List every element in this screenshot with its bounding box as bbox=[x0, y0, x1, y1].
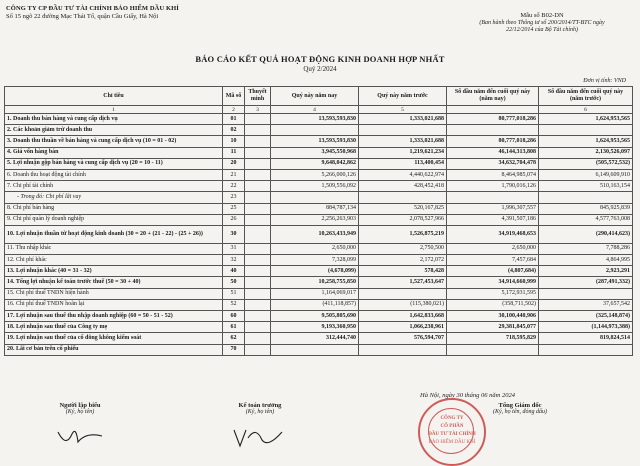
row-ytd bbox=[447, 344, 539, 355]
row-note bbox=[245, 125, 271, 136]
row-previous bbox=[359, 192, 447, 203]
row-note bbox=[245, 344, 271, 355]
row-previous bbox=[359, 125, 447, 136]
row-code: 22 bbox=[223, 181, 245, 192]
row-note bbox=[245, 192, 271, 203]
row-current: 9,505,805,690 bbox=[271, 311, 359, 322]
row-note bbox=[245, 322, 271, 333]
table-row bbox=[5, 169, 633, 180]
row-previous: 428,452,418 bbox=[359, 181, 447, 192]
director-note: (Ký, họ tên, đóng dấu) bbox=[493, 409, 547, 415]
row-label: 4. Giá vốn hàng bán bbox=[5, 147, 223, 158]
accountant-note: (Ký, họ tên) bbox=[245, 409, 275, 415]
row-code: 02 bbox=[223, 125, 245, 136]
table-body bbox=[5, 114, 633, 356]
row-ytd-previous bbox=[539, 288, 633, 299]
row-ytd-previous: 1,624,953,565 bbox=[539, 136, 633, 147]
row-note bbox=[245, 277, 271, 288]
row-previous: 1,527,453,647 bbox=[359, 277, 447, 288]
row-code: 10 bbox=[223, 136, 245, 147]
row-ytd-previous: (290,414,623) bbox=[539, 225, 633, 243]
col-header-item: Chỉ tiêu bbox=[5, 87, 223, 106]
row-note bbox=[245, 214, 271, 225]
col-header-code: Mã số bbox=[223, 87, 245, 106]
row-current: 3,945,550,968 bbox=[271, 147, 359, 158]
row-current: 2,650,000 bbox=[271, 243, 359, 254]
col-header-note: Thuyết minh bbox=[245, 87, 271, 106]
row-label: 14. Tổng lợi nhuận kế toán trước thuế (50 = 30 + 40) bbox=[5, 277, 223, 288]
row-current bbox=[271, 192, 359, 203]
row-ytd-previous: 510,163,154 bbox=[539, 181, 633, 192]
row-ytd: 8,464,985,074 bbox=[447, 169, 539, 180]
row-code: 60 bbox=[223, 311, 245, 322]
row-code: 26 bbox=[223, 214, 245, 225]
form-note-2: 22/12/2014 của Bộ Tài chính) bbox=[506, 27, 578, 33]
row-ytd: (4,807,684) bbox=[447, 266, 539, 277]
row-ytd-previous: 2,923,291 bbox=[539, 266, 633, 277]
row-current: 10,263,433,949 bbox=[271, 225, 359, 243]
row-ytd: 34,632,704,478 bbox=[447, 158, 539, 169]
row-ytd-previous bbox=[539, 344, 633, 355]
row-code: 50 bbox=[223, 277, 245, 288]
row-label: 11. Thu nhập khác bbox=[5, 243, 223, 254]
report-date: Hà Nội, ngày 30 tháng 06 năm 2024 bbox=[420, 392, 515, 399]
stamp-text-2: CỔ PHẦN bbox=[440, 424, 464, 429]
row-previous: 1,642,833,668 bbox=[359, 311, 447, 322]
row-current: 884,787,134 bbox=[271, 203, 359, 214]
row-note bbox=[245, 158, 271, 169]
row-label: 1. Doanh thu bán hàng và cung cấp dịch vụ bbox=[5, 114, 223, 125]
row-ytd-previous: 1,624,953,565 bbox=[539, 114, 633, 125]
table-row bbox=[5, 225, 633, 243]
row-code: 23 bbox=[223, 192, 245, 203]
row-ytd: 34,914,660,999 bbox=[447, 277, 539, 288]
row-label: 20. Lãi cơ bản trên cổ phiếu bbox=[5, 344, 223, 355]
table-row bbox=[5, 322, 633, 333]
row-ytd-previous: 819,824,514 bbox=[539, 333, 633, 344]
row-ytd-previous: 4,864,995 bbox=[539, 255, 633, 266]
preparer-note: (Ký, họ tên) bbox=[65, 409, 95, 415]
row-current bbox=[271, 344, 359, 355]
row-previous: 1,219,621,234 bbox=[359, 147, 447, 158]
col-index bbox=[447, 106, 539, 114]
form-code: Mẫu số B02-DN bbox=[520, 12, 564, 19]
row-label: 9. Chi phí quản lý doanh nghiệp bbox=[5, 214, 223, 225]
row-current: (4,678,099) bbox=[271, 266, 359, 277]
table-row bbox=[5, 192, 633, 203]
row-label: 3. Doanh thu thuần về bán hàng và cung cấp dịch vụ (10 = 01 - 02) bbox=[5, 136, 223, 147]
accountant-role: Kế toán trưởng bbox=[238, 402, 282, 409]
table-row bbox=[5, 114, 633, 125]
table-row bbox=[5, 125, 633, 136]
row-code: 52 bbox=[223, 299, 245, 310]
preparer-signature bbox=[56, 424, 106, 450]
column-index-row bbox=[5, 106, 633, 114]
row-previous: 2,750,500 bbox=[359, 243, 447, 254]
row-ytd-previous: (287,491,332) bbox=[539, 277, 633, 288]
row-label: 18. Lợi nhuận sau thuế của Công ty mẹ bbox=[5, 322, 223, 333]
row-ytd-previous: (505,572,532) bbox=[539, 158, 633, 169]
row-label: 10. Lợi nhuận thuần từ hoạt động kinh doanh (30 = 20 + (21 - 22) - (25 + 26)) bbox=[5, 225, 223, 243]
col-index: 6 bbox=[539, 106, 633, 114]
row-current: 13,593,593,830 bbox=[271, 136, 359, 147]
company-stamp bbox=[418, 398, 486, 466]
col-index: 1 bbox=[5, 106, 223, 114]
table-row bbox=[5, 333, 633, 344]
row-ytd: 7,457,684 bbox=[447, 255, 539, 266]
row-code: 62 bbox=[223, 333, 245, 344]
table-row bbox=[5, 311, 633, 322]
table-row bbox=[5, 299, 633, 310]
row-ytd: (358,711,502) bbox=[447, 299, 539, 310]
table-row bbox=[5, 136, 633, 147]
table-row bbox=[5, 255, 633, 266]
row-previous: 578,428 bbox=[359, 266, 447, 277]
row-note bbox=[245, 114, 271, 125]
report-title: BÁO CÁO KẾT QUẢ HOẠT ĐỘNG KINH DOANH HỢP NHẤT bbox=[195, 54, 445, 64]
row-current: 1,164,069,017 bbox=[271, 288, 359, 299]
row-ytd: 5,172,931,595 bbox=[447, 288, 539, 299]
table-row bbox=[5, 158, 633, 169]
row-ytd: 80,777,018,286 bbox=[447, 136, 539, 147]
company-name: CÔNG TY CP ĐẦU TƯ TÀI CHÍNH BẢO HIỂM DẦU KHÍ bbox=[6, 5, 179, 12]
form-note-1: (Ban hành theo Thông tư số 200/2014/TT-BTC ngày bbox=[479, 19, 605, 26]
row-label: 15. Chi phí thuế TNDN hiện hành bbox=[5, 288, 223, 299]
col-index: 2 bbox=[223, 106, 245, 114]
row-ytd: 30,100,440,906 bbox=[447, 311, 539, 322]
row-ytd-previous: 845,925,839 bbox=[539, 203, 633, 214]
row-label: 12. Chi phí khác bbox=[5, 255, 223, 266]
row-code: 20 bbox=[223, 158, 245, 169]
row-previous: (115,380,021) bbox=[359, 299, 447, 310]
director-role: Tổng Giám đốc bbox=[498, 402, 542, 409]
row-label: 19. Lợi nhuận sau thuế của cổ đông không kiểm soát bbox=[5, 333, 223, 344]
row-ytd-previous: 2,130,526,097 bbox=[539, 147, 633, 158]
row-previous: 2,078,527,966 bbox=[359, 214, 447, 225]
row-label: - Trong đó: Chi phí lãi vay bbox=[5, 192, 223, 203]
col-header-ytd-previous: Số đầu năm đến cuối quý này (năm trước) bbox=[539, 87, 633, 106]
row-note bbox=[245, 225, 271, 243]
row-previous: 1,066,238,961 bbox=[359, 322, 447, 333]
row-ytd bbox=[447, 125, 539, 136]
row-code: 01 bbox=[223, 114, 245, 125]
row-ytd-previous: (1,144,973,388) bbox=[539, 322, 633, 333]
stamp-text-3: ĐẦU TƯ TÀI CHÍNH bbox=[428, 432, 476, 437]
row-previous: 113,400,454 bbox=[359, 158, 447, 169]
row-ytd: 718,595,829 bbox=[447, 333, 539, 344]
director-block bbox=[470, 402, 570, 415]
row-current: (411,118,857) bbox=[271, 299, 359, 310]
row-previous: 2,172,072 bbox=[359, 255, 447, 266]
row-previous bbox=[359, 288, 447, 299]
table-row bbox=[5, 344, 633, 355]
row-ytd-previous: (325,148,874) bbox=[539, 311, 633, 322]
row-label: 16. Chi phí thuế TNDN hoãn lại bbox=[5, 299, 223, 310]
col-index: 4 bbox=[271, 106, 359, 114]
row-current: 13,593,593,830 bbox=[271, 114, 359, 125]
row-previous: 576,594,707 bbox=[359, 333, 447, 344]
row-current: 9,193,360,950 bbox=[271, 322, 359, 333]
row-code: 31 bbox=[223, 243, 245, 254]
row-ytd-previous: 4,577,763,008 bbox=[539, 214, 633, 225]
row-ytd: 1,790,016,126 bbox=[447, 181, 539, 192]
row-ytd: 1,996,307,557 bbox=[447, 203, 539, 214]
report-period: Quý 2/2024 bbox=[303, 65, 337, 73]
row-note bbox=[245, 181, 271, 192]
row-ytd: 29,381,845,077 bbox=[447, 322, 539, 333]
row-previous: 520,167,825 bbox=[359, 203, 447, 214]
row-label: 13. Lợi nhuận khác (40 = 31 - 32) bbox=[5, 266, 223, 277]
row-current: 10,258,755,850 bbox=[271, 277, 359, 288]
row-current: 1,509,556,092 bbox=[271, 181, 359, 192]
col-header-ytd: Số đầu năm đến cuối quý này (năm nay) bbox=[447, 87, 539, 106]
row-previous: 1,333,021,688 bbox=[359, 114, 447, 125]
form-header bbox=[462, 12, 622, 35]
row-note bbox=[245, 136, 271, 147]
table-row bbox=[5, 243, 633, 254]
preparer-role: Người lập biểu bbox=[59, 402, 101, 409]
accountant-signature bbox=[232, 424, 288, 450]
col-header-previous: Quý này năm trước bbox=[359, 87, 447, 106]
row-ytd-previous bbox=[539, 192, 633, 203]
row-note bbox=[245, 243, 271, 254]
row-note bbox=[245, 288, 271, 299]
row-ytd: 46,144,313,808 bbox=[447, 147, 539, 158]
row-code: 25 bbox=[223, 203, 245, 214]
table-header-row bbox=[5, 87, 633, 106]
row-code: 30 bbox=[223, 225, 245, 243]
row-ytd: 2,650,000 bbox=[447, 243, 539, 254]
row-ytd: 4,391,507,186 bbox=[447, 214, 539, 225]
row-ytd-previous: 7,788,286 bbox=[539, 243, 633, 254]
table-row bbox=[5, 181, 633, 192]
row-note bbox=[245, 203, 271, 214]
table-row bbox=[5, 147, 633, 158]
row-previous bbox=[359, 344, 447, 355]
row-note bbox=[245, 255, 271, 266]
row-code: 32 bbox=[223, 255, 245, 266]
table-row bbox=[5, 288, 633, 299]
row-current: 312,444,740 bbox=[271, 333, 359, 344]
col-header-current: Quý này năm nay bbox=[271, 87, 359, 106]
row-previous: 1,526,875,219 bbox=[359, 225, 447, 243]
income-statement-table bbox=[4, 86, 633, 356]
row-note bbox=[245, 299, 271, 310]
row-current: 7,328,099 bbox=[271, 255, 359, 266]
row-ytd bbox=[447, 192, 539, 203]
row-current: 2,256,263,903 bbox=[271, 214, 359, 225]
stamp-text-1: CÔNG TY bbox=[440, 416, 464, 421]
row-previous: 1,333,021,688 bbox=[359, 136, 447, 147]
row-note bbox=[245, 333, 271, 344]
row-note bbox=[245, 169, 271, 180]
row-current: 9,648,042,862 bbox=[271, 158, 359, 169]
accountant-block bbox=[220, 402, 300, 415]
row-label: 5. Lợi nhuận gộp bán hàng và cung cấp dịch vụ (20 = 10 - 11) bbox=[5, 158, 223, 169]
stamp-inner-ring bbox=[428, 408, 474, 454]
row-label: 17. Lợi nhuận sau thuế thu nhập doanh nghiệp (60 = 50 - 51 - 52) bbox=[5, 311, 223, 322]
row-label: 2. Các khoản giảm trừ doanh thu bbox=[5, 125, 223, 136]
row-previous: 4,440,622,974 bbox=[359, 169, 447, 180]
col-index: 5 bbox=[359, 106, 447, 114]
row-note bbox=[245, 266, 271, 277]
table-row bbox=[5, 266, 633, 277]
row-label: 7. Chi phí tài chính bbox=[5, 181, 223, 192]
row-label: 6. Doanh thu hoạt động tài chính bbox=[5, 169, 223, 180]
row-current bbox=[271, 125, 359, 136]
company-address: Số 15 ngõ 22 đường Mạc Thái Tổ, quận Cầu Giấy, Hà Nội bbox=[6, 13, 159, 20]
row-note bbox=[245, 147, 271, 158]
row-current: 5,266,000,126 bbox=[271, 169, 359, 180]
row-ytd: 34,919,468,653 bbox=[447, 225, 539, 243]
row-code: 21 bbox=[223, 169, 245, 180]
table-row bbox=[5, 277, 633, 288]
row-ytd: 80,777,018,286 bbox=[447, 114, 539, 125]
stamp-text-4: BẢO HIỂM DẦU KHÍ bbox=[428, 440, 476, 445]
col-index: 3 bbox=[245, 106, 271, 114]
row-code: 40 bbox=[223, 266, 245, 277]
row-code: 51 bbox=[223, 288, 245, 299]
preparer-block bbox=[40, 402, 120, 415]
table-row bbox=[5, 214, 633, 225]
currency-unit: Đơn vị tính: VND bbox=[583, 78, 626, 84]
row-ytd-previous: 37,657,542 bbox=[539, 299, 633, 310]
row-ytd-previous bbox=[539, 125, 633, 136]
company-header bbox=[6, 5, 179, 21]
row-label: 8. Chi phí bán hàng bbox=[5, 203, 223, 214]
row-code: 61 bbox=[223, 322, 245, 333]
table-row bbox=[5, 203, 633, 214]
row-note bbox=[245, 311, 271, 322]
row-code: 70 bbox=[223, 344, 245, 355]
row-code: 11 bbox=[223, 147, 245, 158]
row-ytd-previous: 6,149,609,910 bbox=[539, 169, 633, 180]
